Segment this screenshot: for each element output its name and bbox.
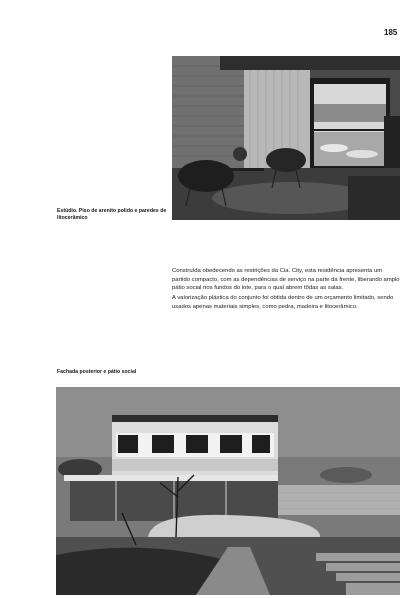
figure-caption-facade: Fachada posterior e pátio social bbox=[57, 369, 137, 375]
body-paragraph: Construída obedecendo as restrições da Cia. City, esta residência apresenta um partido compacto, com as dependências de serviço na parte da frente, liberando amplo pátio social nos fundos do lote, para o qual abrem tôdas as salas. bbox=[172, 268, 400, 292]
studio-photo bbox=[172, 56, 400, 220]
body-paragraph: A valorização plástica do conjunto foi obtida dentro de um orçamento limitado, sendo usados apenas materiais simples, como pedra, madeira e litocerâmico. bbox=[172, 295, 394, 310]
figure-caption-studio: Estúdio. Piso de arenito polido e paredes de litocerâmico bbox=[57, 208, 167, 221]
page-number: 185 bbox=[384, 28, 398, 37]
article-body bbox=[172, 267, 400, 313]
facade-photo bbox=[56, 387, 400, 595]
